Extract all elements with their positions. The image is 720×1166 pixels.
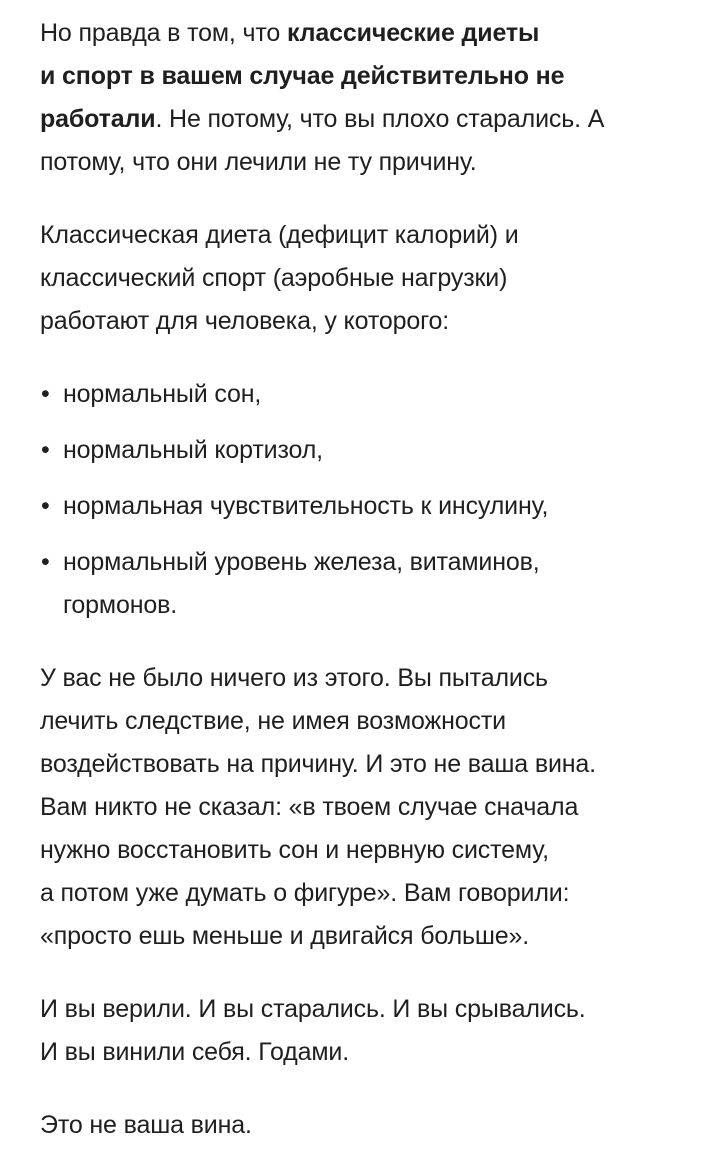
text-line: У вас не было ничего из этого. Вы пытались [40,664,548,692]
text-span: потому, что они лечили не ту причину. [40,148,477,176]
paragraph-classic-diet [40,214,700,343]
bold-text-span: работали [40,105,156,133]
text-line: нормальный кортизол, [63,436,323,464]
list-item [40,485,700,528]
bold-text-span: классические диеты [286,19,540,47]
conditions-list [40,373,700,627]
list-item [40,373,700,416]
list-item [40,541,700,627]
paragraph-closing [40,1104,700,1147]
text-span: Но правда в том, что [40,19,287,47]
bullet-icon: • [41,492,50,520]
text-line: воздействовать на причину. И это не ваша вина. [40,750,596,778]
text-line: нормальная чувствительность к инсулину, [63,492,549,520]
text-line: лечить следствие, не имея возможности [40,707,506,735]
bold-text-span: и спорт в вашем случае действительно не [40,62,565,90]
text-line: классический спорт (аэробные нагрузки) [40,264,508,292]
bullet-icon: • [41,548,50,576]
bullet-icon: • [41,380,50,408]
paragraph-not-your-fault [40,657,700,958]
text-line [40,98,700,141]
text-line: Классическая диета (дефицит калорий) и [40,221,519,249]
text-line: «просто ешь меньше и двигайся больше». [40,922,530,950]
text-line: а потом уже думать о фигуре». Вам говорили: [40,879,570,907]
text-line: И вы верили. И вы старались. И вы срывались. [40,995,586,1023]
text-line [40,55,700,98]
article-text [40,12,700,1147]
paragraph-you-believed [40,988,700,1074]
text-line [40,141,700,184]
text-span: . Не потому, что вы плохо старались. А [155,105,605,133]
bullet-icon: • [41,436,50,464]
text-line: работают для человека, у которого: [40,307,450,335]
text-line: нужно восстановить сон и нервную систему, [40,836,549,864]
text-line [40,12,700,55]
text-line: Это не ваша вина. [40,1111,252,1139]
text-line: Вам никто не сказал: «в твоем случае сначала [40,793,579,821]
list-item [40,429,700,472]
text-line: нормальный сон, [63,380,262,408]
paragraph-intro [40,12,700,184]
text-line: гормонов. [63,591,178,619]
text-line: нормальный уровень железа, витаминов, [63,548,540,576]
text-line: И вы винили себя. Годами. [40,1038,350,1066]
